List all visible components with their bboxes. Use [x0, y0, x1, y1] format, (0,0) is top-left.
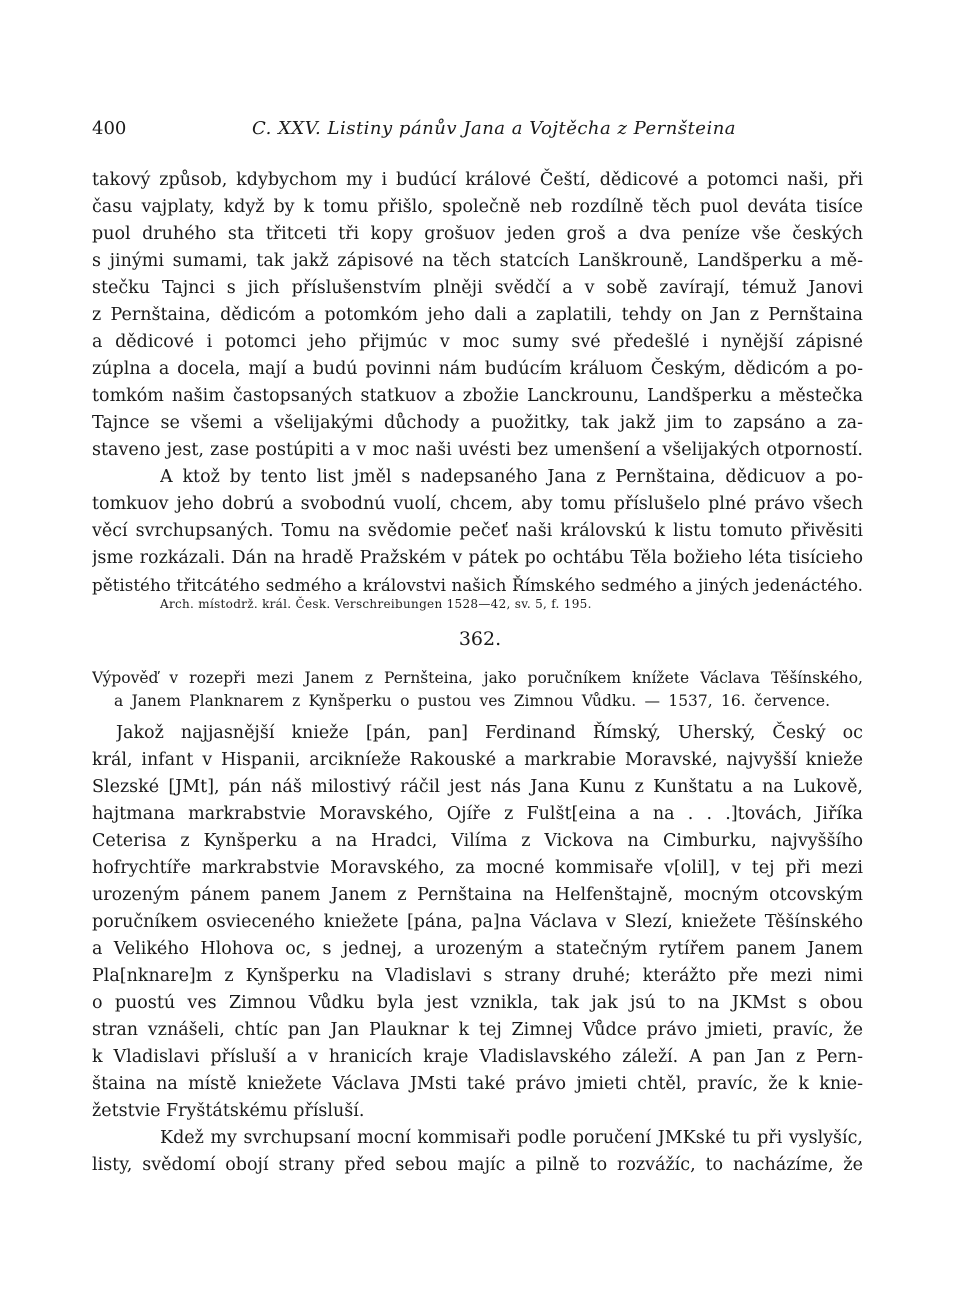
text-line: stran vznášeli, chtíc pan Jan Plauknar k tej Zimnej Vůdce právo jmieti, pravíc, že [92, 1020, 863, 1040]
text-line: Pla[nknare]m z Kynšperku na Vladislavi s strany druhé; kterážto pře mezi nimi [92, 966, 863, 986]
text-line: tomkuov jeho dobrú a svobodnú vuolí, chcem, aby tomu příslušelo plné právo všech [92, 494, 863, 514]
text-line: stečku Tajnci s jich příslušenstvím plněji svědčí a v sobě zavírají, témuž Janovi [92, 278, 863, 298]
text-line: Kdež my svrchupsaní mocní kommisaři podle poručení JMKské tu při vyslyšíc, [160, 1128, 863, 1148]
source-note: Arch. místodrž. král. Česk. Verschreibungen 1528—42, sv. 5, f. 195. [160, 597, 592, 611]
rubric-line: a Janem Planknarem z Kynšperku o pustou ves Zimnou Vůdku. — 1537, 16. července. [114, 692, 830, 710]
text-line: s jinými sumami, tak jakž zápisové na těch statcích Lanškrouně, Landšperku a mě- [92, 251, 863, 271]
text-line: takový způsob, kdybychom my i budúcí králové Čeští, dědicové a potomci naši, při [92, 170, 863, 190]
text-line: A ktož by tento list jměl s nadepsaného Jana z Pernštaina, dědicuov a po- [160, 467, 863, 487]
text-line: času vajplaty, když by k tomu přišlo, společně neb rozdílně těch puol deváta tisíce [92, 197, 863, 217]
text-line: hofrychtíře markrabstvie Moravského, za mocné kommisaře v[olil], v tej při mezi [92, 858, 863, 878]
rubric-line: Výpověď v rozepři mezi Janem z Pernšteina, jako poručníkem knížete Václava Těšínského, [92, 669, 863, 687]
page-header [92, 118, 868, 146]
text-line: o puostú ves Zimnou Vůdku byla jest vznikla, tak jak jsú to na JKMst s obou [92, 993, 863, 1013]
text-line: jsme rozkázali. Dán na hradě Pražském v pátek po ochtábu Těla božieho léta tisícieho [92, 548, 863, 568]
text-line: k Vladislavi přísluší a v hranicích kraje Vladislavského záleží. A pan Jan z Pern- [92, 1047, 863, 1067]
text-line: žetstvie Fryštátskému přísluší. [92, 1101, 365, 1121]
text-line: poručníkem osvieceného kniežete [pána, pa]na Václava v Slezí, kniežete Těšínského [92, 912, 863, 932]
text-line: urozeným pánem panem Janem z Pernštaina na Helfenštajně, mocným otcovským [92, 885, 863, 905]
text-line: věcí svrchupsaných. Tomu na svědomie pečeť naši královskú k listu tomuto přivěsiti [92, 521, 863, 541]
text-line: listy, svědomí obojí strany před sebou majíc a pilně to rozvážíc, to nacházíme, že [92, 1155, 863, 1175]
text-line: Ceterisa z Kynšperku a na Hradci, Vilíma z Vickova na Cimburku, najvyššího [92, 831, 863, 851]
text-line: tomkóm našim častopsaných statkuov a zbožie Lanckrounu, Landšperku a městečka [92, 386, 863, 406]
text-line: pětistého třitcátého sedmého a královstvi našich Římského sedmého a jiných jedenáctého. [92, 575, 863, 595]
text-line: puol druhého sta třitceti tři kopy grošuov jeden groš a dva peníze vše českých [92, 224, 863, 244]
text-line: král, infant v Hispanii, arcikníeže Rakouské a markrabie Moravské, najvyšší knieže [92, 750, 863, 770]
page-number: 400 [92, 118, 127, 139]
text-line: Tajnce se všemi a všelijakými důchody a puožitky, tak jakž jim to zapsáno a za- [92, 413, 863, 433]
text-line: a dědicové i potomci jeho přijmúc v moc sumy své předešlé i nynější zápisné [92, 332, 863, 352]
text-line: staveno jest, zase postúpiti a v moc naši uvésti bez umenšení a všelijakých otporností. [92, 440, 863, 460]
text-line: štaina na místě kniežete Václava JMsti také právo jmieti chtěl, pravíc, že k knie- [92, 1074, 863, 1094]
text-line: hajtmana markrabstvie Moravského, Ojíře z Fulšt[eina a na . . .]továch, Jiříka [92, 804, 863, 824]
running-title: C. XXV. Listiny pánův Jana a Vojtěcha z Pernšteina [252, 118, 737, 139]
text-line: zúplna a docela, mají a budú povinni nám budúcím králuom Českým, dědicóm a po- [92, 359, 863, 379]
text-line: Slezské [JMt], pán náš milostivý ráčil jest nás Jana Kunu z Kunštatu a na Lukově, [92, 777, 863, 797]
document-number: 362. [458, 628, 502, 650]
text-line: z Pernštaina, dědicóm a potomkóm jeho dali a zaplatili, tehdy on Jan z Pernštaina [92, 305, 863, 325]
text-line: Jakož najjasnější knieže [pán, pan] Ferdinand Římský, Uherský, Český oc [116, 723, 863, 743]
text-line: a Velikého Hlohova oc, s jednej, a urozeným a statečným rytířem panem Janem [92, 939, 863, 959]
